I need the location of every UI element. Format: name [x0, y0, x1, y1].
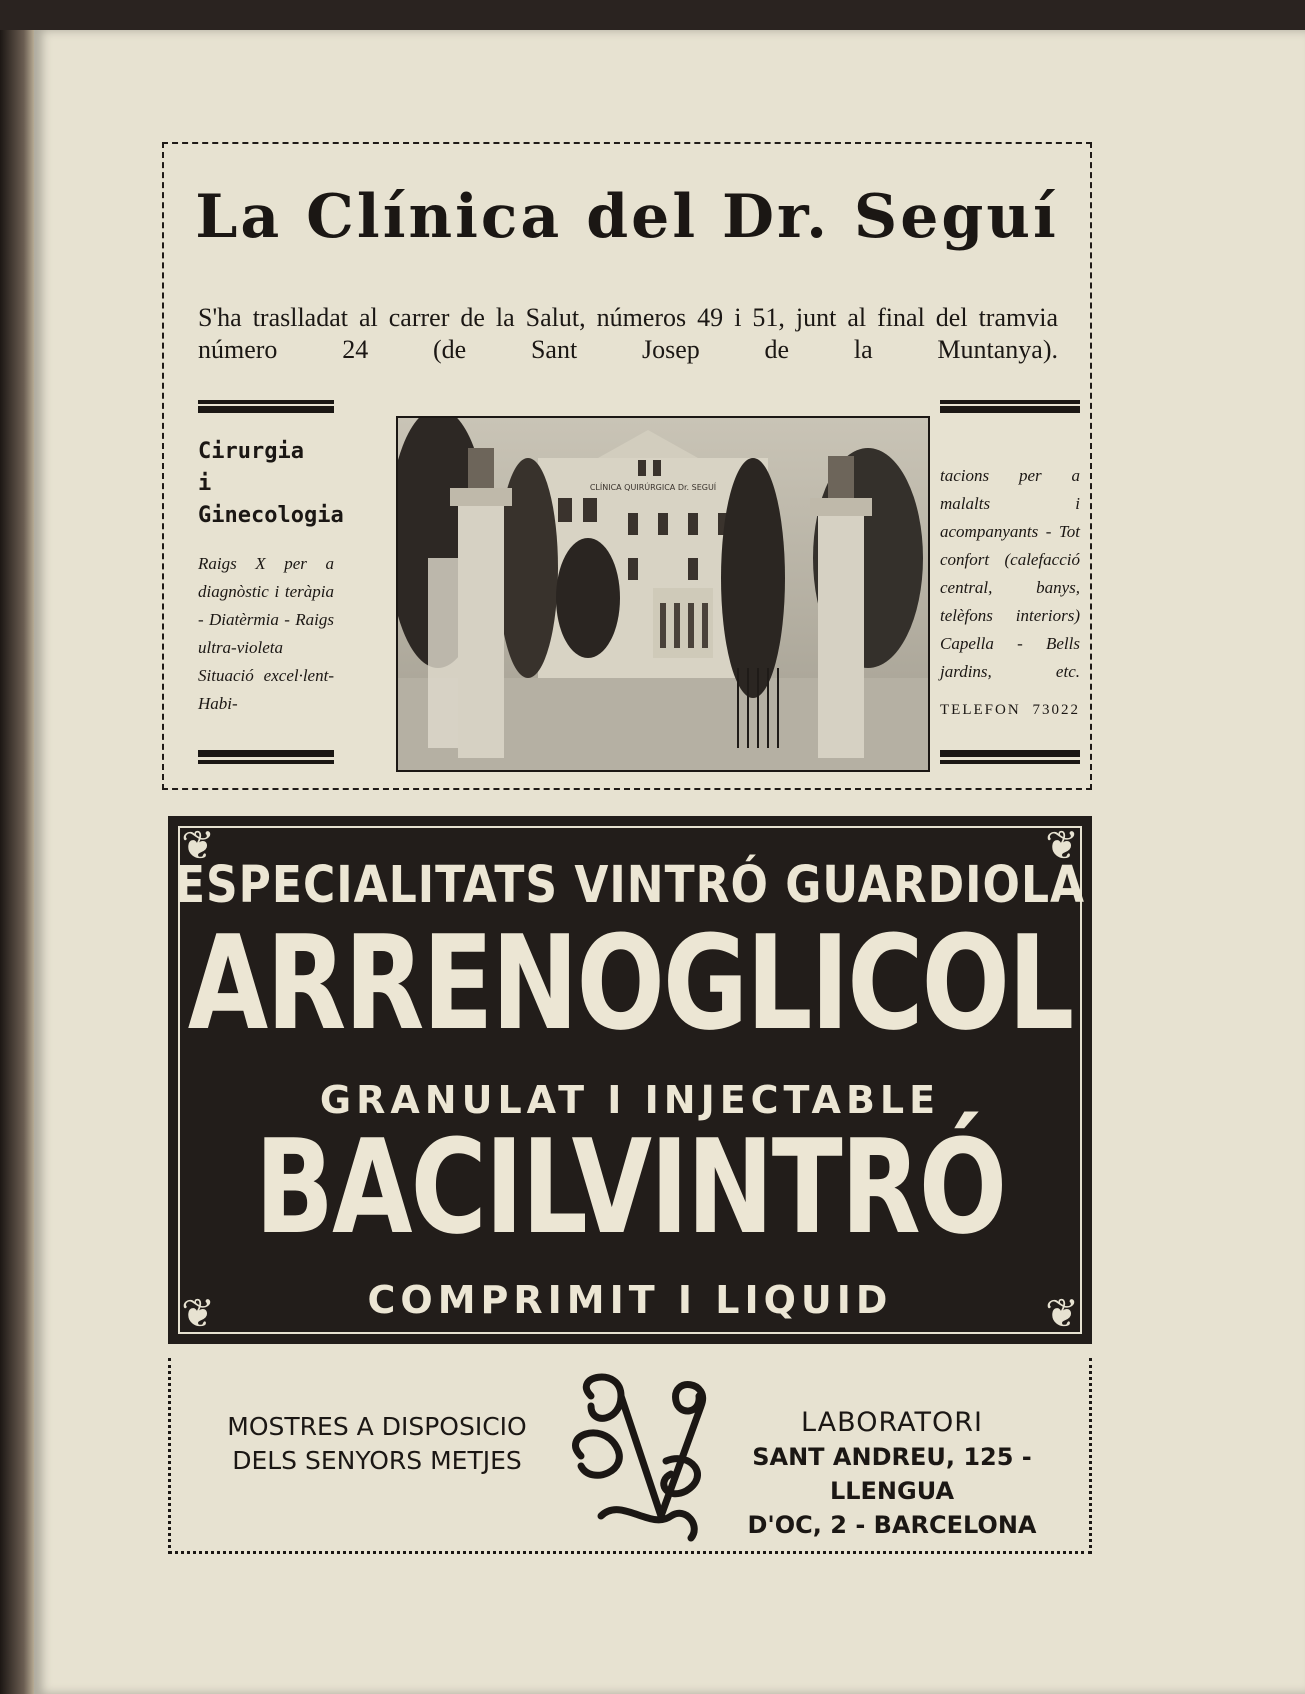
ornament-top-left-icon: ❦	[181, 823, 215, 868]
left-rule-top	[198, 400, 334, 404]
clinic-left-text: Raigs X per a diagnòstic i teràpia - Diatèrmia - Raigs ultra-violeta Situació excel·lent-Habi-	[198, 554, 334, 713]
product-arrenoglicol: ARRENOGLICOL	[187, 906, 1073, 1060]
clinic-advertisement	[162, 142, 1092, 790]
page-binding-edge	[0, 30, 34, 1694]
left-rule-top-thick	[198, 406, 334, 413]
clinic-right-text: tacions per a malalts i acompanyants - Tot confort (calefacció central, banys, telèfons interiors) Capella - Bells jardins, etc.	[940, 466, 1080, 681]
right-rule-top	[940, 400, 1080, 404]
right-rule-bottom	[940, 760, 1080, 764]
clinic-right-column	[940, 462, 1080, 719]
clinic-phone: TELEFON 73022	[940, 702, 1080, 718]
ornament-top-right-icon: ❦	[1045, 823, 1079, 868]
samples-line-2: DELS SENYORS METJES	[232, 1446, 522, 1475]
laboratory-name: LABORATORI	[801, 1407, 983, 1438]
laboratory-address	[727, 1406, 1057, 1542]
product-arrenoglicol-subtitle: GRANULAT I INJECTABLE	[319, 1078, 941, 1122]
specialty-line-2: i Ginecologia	[198, 471, 344, 528]
photo-sign: CLÍNICA QUIRÚRGICA Dr. SEGUÍ	[589, 483, 717, 492]
specialty-line-1: Cirurgia	[198, 439, 304, 464]
laboratory-address-line-2: D'OC, 2 - BARCELONA	[747, 1511, 1037, 1539]
samples-notice	[217, 1410, 537, 1478]
laboratory-address-line-1: SANT ANDREU, 125 - LLENGUA	[752, 1443, 1032, 1505]
magazine-page	[34, 30, 1305, 1694]
samples-line-1: MOSTRES A DISPOSICIO	[227, 1412, 527, 1441]
clinic-photo	[396, 416, 930, 772]
laboratory-box	[168, 1358, 1092, 1554]
clinic-intro: S'ha traslladat al carrer de la Salut, números 49 i 51, junt al final del tramvia número 24 (de Sant Josep de la Muntanya).	[198, 303, 1058, 364]
clinic-title: La Clínica del Dr. Seguí	[195, 182, 1059, 252]
left-rule-bottom-thick	[198, 750, 334, 757]
clinic-left-column	[198, 436, 344, 718]
vg-monogram-icon	[561, 1366, 721, 1546]
ornament-bottom-left-icon: ❦	[181, 1291, 215, 1336]
right-rule-top-thick	[940, 406, 1080, 413]
ornament-bottom-right-icon: ❦	[1045, 1291, 1079, 1336]
vintro-heading: ESPECIALITATS VINTRÓ GUARDIOLA	[174, 856, 1086, 915]
vintro-advertisement	[168, 816, 1092, 1344]
right-rule-bottom-thick	[940, 750, 1080, 757]
left-rule-bottom	[198, 760, 334, 764]
product-bacilvintro: BACILVINTRÓ	[254, 1110, 1006, 1264]
product-bacilvintro-subtitle: COMPRIMIT I LIQUID	[367, 1278, 893, 1322]
